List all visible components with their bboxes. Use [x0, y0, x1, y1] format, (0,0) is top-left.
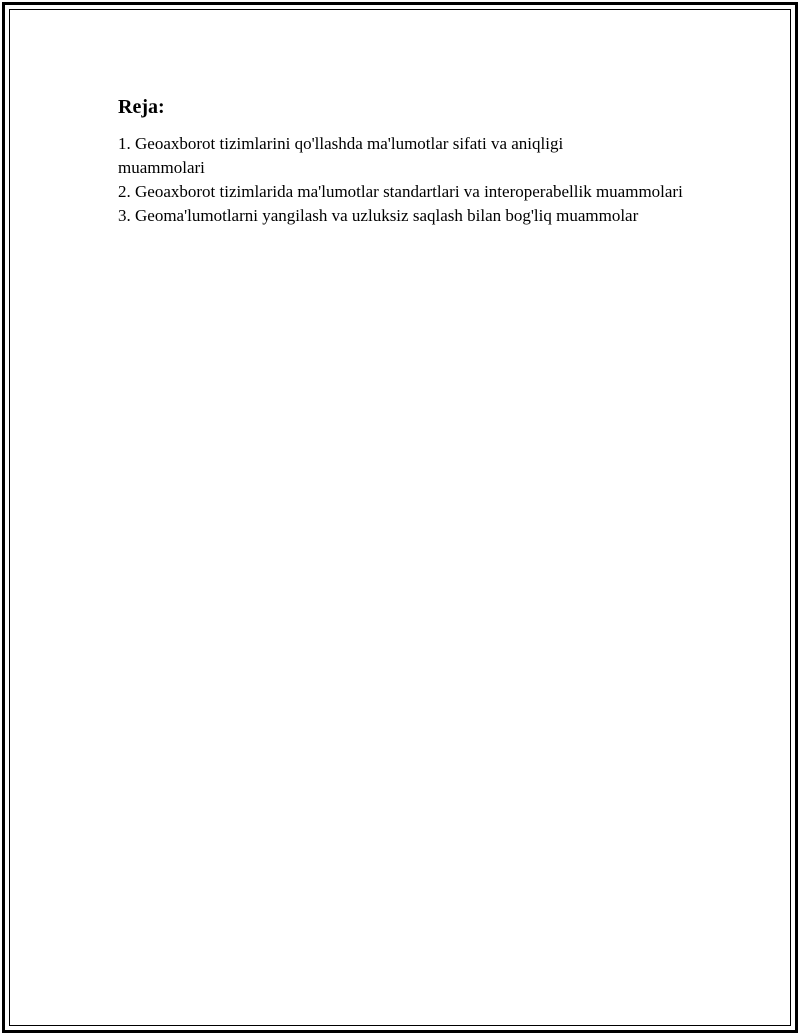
plan-list	[118, 132, 698, 228]
plan-heading: Reja:	[118, 96, 165, 118]
plan-item-3: 3. Geoma'lumotlarni yangilash va uzluksiz saqlash bilan bog'liq muammolar	[118, 206, 639, 225]
plan-item-2: 2. Geoaxborot tizimlarida ma'lumotlar standartlari va interoperabellik muammolari	[118, 182, 683, 201]
plan-item-1: 1. Geoaxborot tizimlarini qo'llashda ma'lumotlar sifati va aniqligi muammolari	[118, 134, 564, 177]
document-content	[118, 94, 698, 228]
